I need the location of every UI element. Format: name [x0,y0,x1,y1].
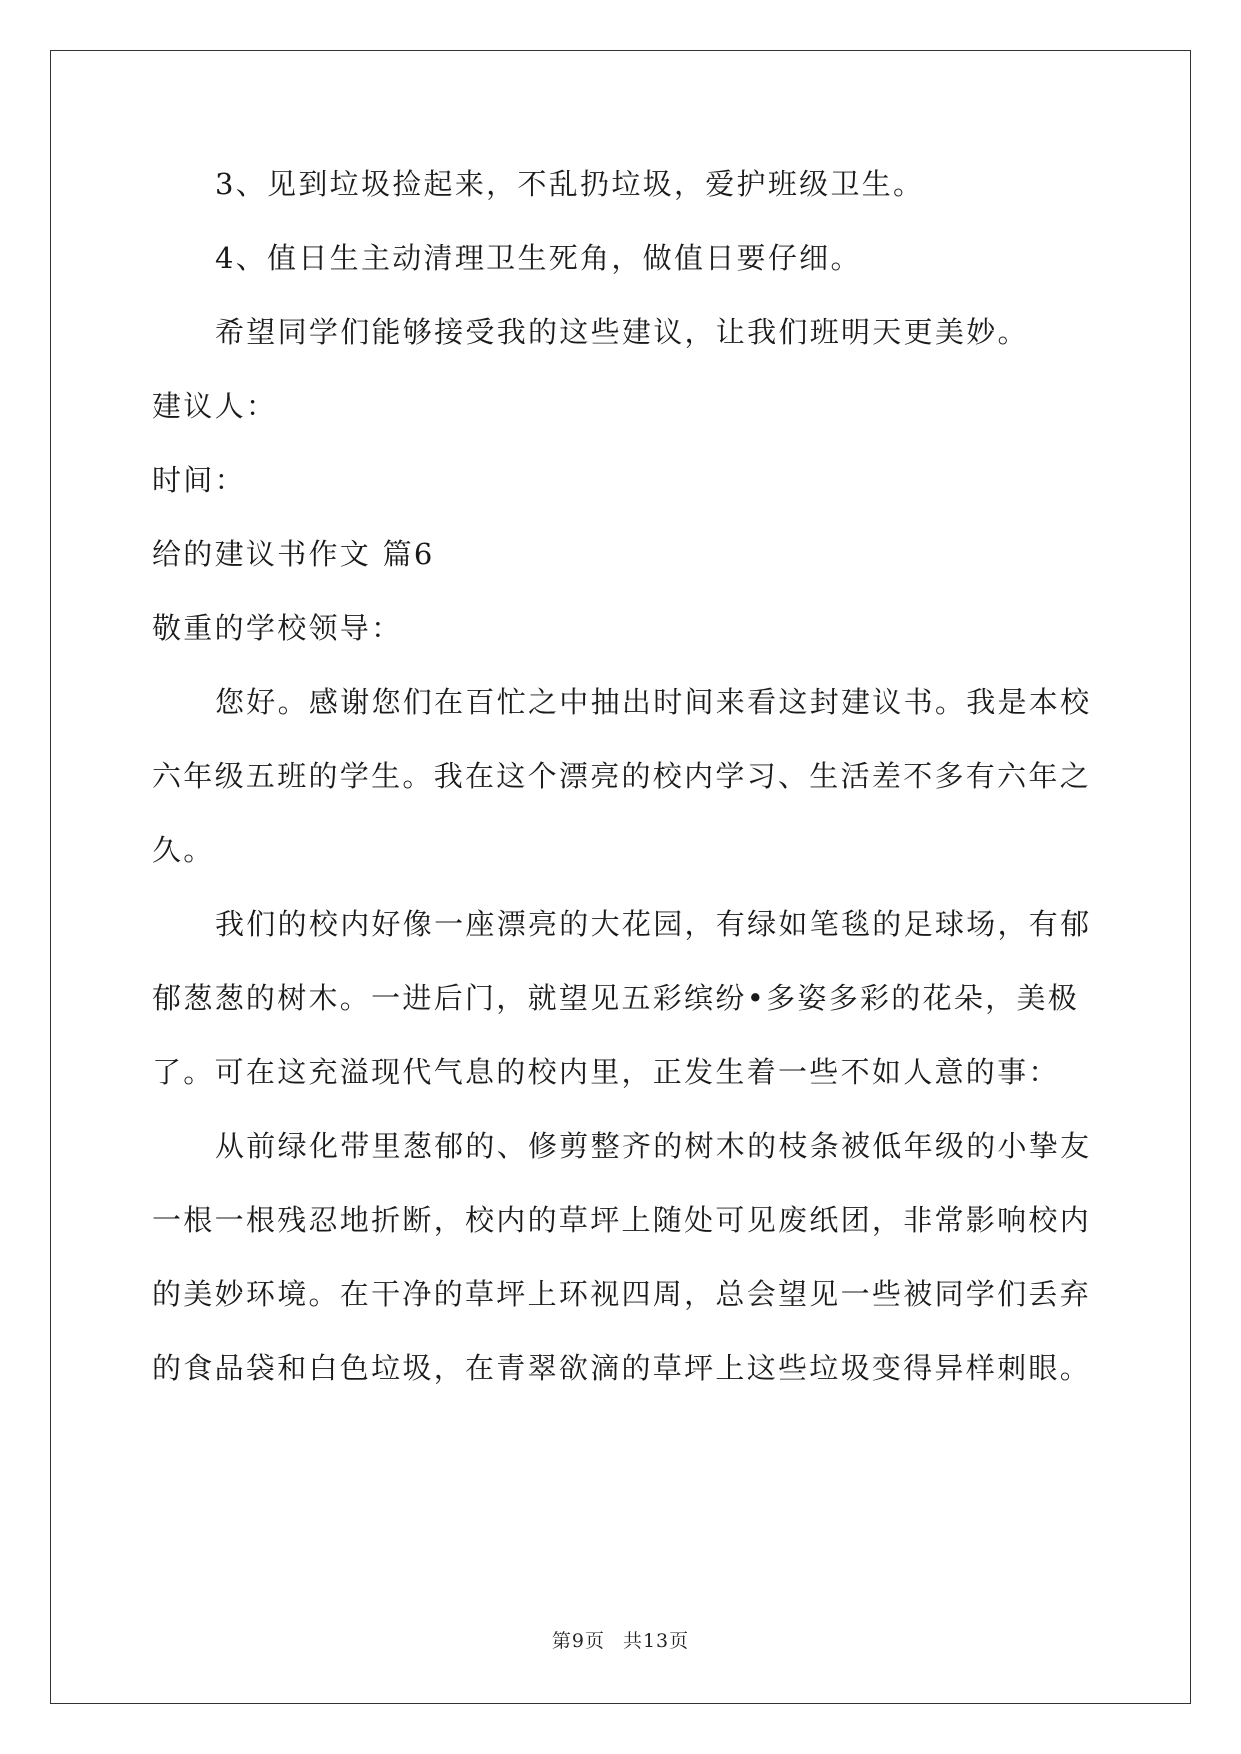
salutation: 敬重的学校领导： [152,611,403,645]
paragraph-line: 希望同学们能够接受我的这些建议，让我们班明天更美妙。 [215,315,1029,349]
paragraph-line: 您好。感谢您们在百忙之中抽出时间来看这封建议书。我是本校 [215,685,1092,719]
page-total: 共13页 [622,1630,690,1652]
page-border [50,50,1191,1704]
paragraph-line: 郁葱葱的树木。一进后门，就望见五彩缤纷•多姿多彩的花朵，美极 [152,981,1080,1015]
paragraph-line: 3、见到垃圾捡起来，不乱扔垃圾，爱护班级卫生。 [215,167,925,201]
page-footer [0,1626,1241,1653]
paragraph-line: 的美妙环境。在干净的草坪上环视四周，总会望见一些被同学们丢弃 [152,1277,1092,1311]
section-heading: 给的建议书作文 篇6 [152,537,435,571]
paragraph-line: 从前绿化带里葱郁的、修剪整齐的树木的枝条被低年级的小挚友 [215,1129,1092,1163]
signature-label: 建议人： [152,389,278,423]
date-label: 时间： [152,463,246,497]
paragraph-line: 我们的校内好像一座漂亮的大花园，有绿如笔毯的足球场，有郁 [215,907,1092,941]
paragraph-line: 久。 [152,833,215,867]
paragraph-line: 一根一根残忍地折断，校内的草坪上随处可见废纸团，非常影响校内 [152,1203,1092,1237]
paragraph-line: 的食品袋和白色垃圾，在青翠欲滴的草坪上这些垃圾变得异样刺眼。 [152,1351,1092,1385]
paragraph-line: 六年级五班的学生。我在这个漂亮的校内学习、生活差不多有六年之 [152,759,1092,793]
paragraph-line: 了。可在这充溢现代气息的校内里，正发生着一些不如人意的事： [152,1055,1060,1089]
page-number: 第9页 [551,1630,605,1652]
paragraph-line: 4、值日生主动清理卫生死角，做值日要仔细。 [215,241,862,275]
